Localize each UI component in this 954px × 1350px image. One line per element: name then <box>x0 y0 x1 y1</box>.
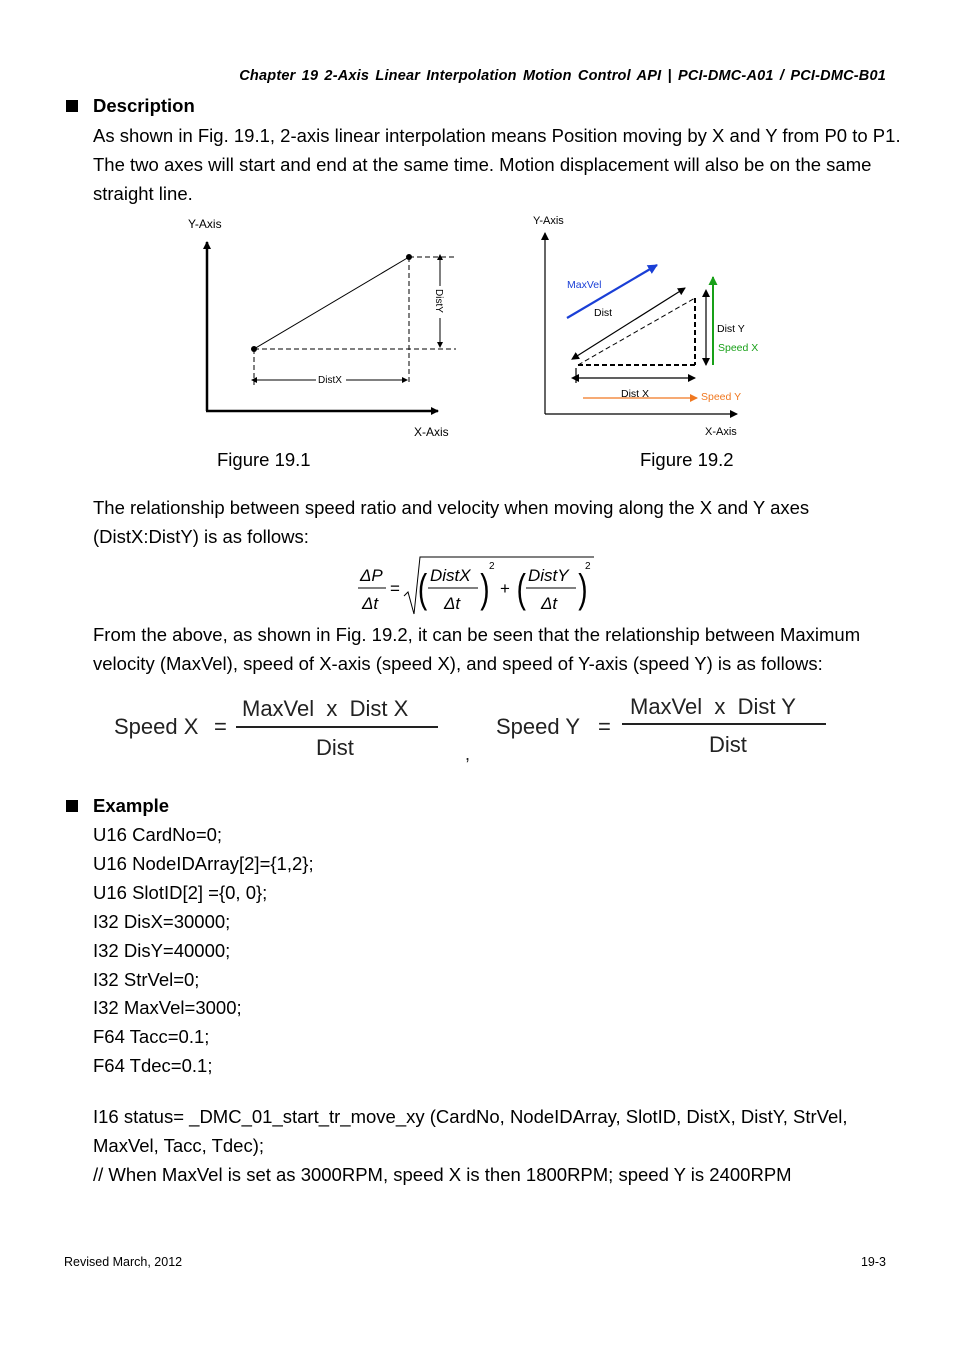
description-bullet <box>66 100 78 112</box>
formula-speed <box>100 688 840 768</box>
code-line: I32 DisX=30000; <box>93 911 231 932</box>
fig1-y-axis-label: Y-Axis <box>188 217 222 231</box>
figure-19-1 <box>180 210 480 445</box>
from-above-paragraph: From the above, as shown in Fig. 19.2, it can be seen that the relationship between Maximum velocity (MaxVel), speed of X-axis (speed X), and speed of Y-axis (speed Y) is as follows: <box>93 624 861 674</box>
speed-y-numerator: MaxVel x Dist Y <box>630 694 796 719</box>
fig1-distx-label: DistX <box>318 375 342 386</box>
description-paragraph: As shown in Fig. 19.1, 2-axis linear interpolation means Position moving by X and Y from P0 to P1. The two axes will start and end at the same time. Motion displacement will also be on the same straight line. <box>93 125 901 204</box>
chapter-header: Chapter 19 2-Axis Linear Interpolation Motion Control API | PCI-DMC-A01 / PCI-DMC-B01 <box>239 68 886 84</box>
speed-y-denominator: Dist <box>709 732 747 757</box>
fig2-speedy-label: Speed Y <box>701 391 742 403</box>
relationship-paragraph: The relationship between speed ratio and velocity when moving along the X and Y axes (DistX:DistY) is as follows: <box>93 497 810 547</box>
formula-delta-p: ΔP <box>360 566 383 585</box>
formula-delta-t-y: Δt <box>541 594 558 613</box>
formula-velocity <box>350 552 610 618</box>
fig2-y-axis-label: Y-Axis <box>533 215 564 227</box>
fig2-distx-label: Dist X <box>621 388 650 400</box>
code-line: I32 StrVel=0; <box>93 969 200 990</box>
fig2-maxvel-label: MaxVel <box>567 279 602 291</box>
code-line: U16 NodeIDArray[2]={1,2}; <box>93 853 314 874</box>
speed-y-label: Speed Y <box>496 714 581 739</box>
description-heading: Description <box>93 95 195 116</box>
formula-distx: DistX <box>430 566 471 585</box>
code-comment: // When MaxVel is set as 3000RPM, speed X is then 1800RPM; speed Y is 2400RPM <box>93 1164 792 1185</box>
speed-x-label: Speed X <box>114 714 199 739</box>
code-line: F64 Tacc=0.1; <box>93 1026 210 1047</box>
code-line: I32 MaxVel=3000; <box>93 997 242 1018</box>
fig2-x-axis-label: X-Axis <box>705 426 737 438</box>
formula-paren-open-x: ( <box>417 567 428 612</box>
fig1-path-line <box>254 257 409 349</box>
formula-paren-close-x: ) <box>480 567 490 612</box>
figure-19-2-caption: Figure 19.2 <box>640 449 734 470</box>
footer-revised: Revised March, 2012 <box>64 1255 183 1269</box>
fig1-x-axis-label: X-Axis <box>414 425 449 439</box>
formula-delta-t-x: Δt <box>444 594 461 613</box>
code-line: U16 SlotID[2] ={0, 0}; <box>93 882 268 903</box>
formula-disty: DistY <box>528 566 569 585</box>
formula-separator: , <box>465 744 471 764</box>
formula-delta-t-main: Δt <box>362 594 379 613</box>
code-call-line-2: MaxVel, Tacc, Tdec); <box>93 1135 265 1156</box>
formula-paren-close-y: ) <box>578 567 588 612</box>
example-bullet <box>66 800 78 812</box>
fig1-disty-label: DistY <box>433 289 444 313</box>
code-call-line-1: I16 status= _DMC_01_start_tr_move_xy (CardNo, NodeIDArray, SlotID, DistX, DistY, StrVel, <box>93 1106 848 1127</box>
code-line: U16 CardNo=0; <box>93 824 223 845</box>
fig2-speedx-label: Speed X <box>718 342 759 354</box>
code-line: F64 Tdec=0.1; <box>93 1055 213 1076</box>
figure-19-2 <box>525 205 785 445</box>
footer-page-number: 19-3 <box>860 1255 886 1269</box>
speed-x-equals: = <box>214 714 227 739</box>
code-line: I32 DisY=40000; <box>93 940 231 961</box>
fig2-dist-arrow <box>577 288 685 356</box>
formula-exponent-x: 2 <box>489 561 495 572</box>
figure-19-1-caption: Figure 19.1 <box>217 449 311 470</box>
example-heading: Example <box>93 795 170 816</box>
speed-x-denominator: Dist <box>316 735 354 760</box>
formula-exponent-y: 2 <box>585 561 591 572</box>
speed-x-numerator: MaxVel x Dist X <box>242 696 409 721</box>
speed-y-equals: = <box>598 714 611 739</box>
formula-equals: = <box>390 579 400 598</box>
fig2-dist-label: Dist <box>594 307 613 319</box>
formula-plus: + <box>500 579 510 598</box>
fig2-disty-label: Dist Y <box>717 323 745 335</box>
formula-paren-open-y: ( <box>516 567 526 612</box>
